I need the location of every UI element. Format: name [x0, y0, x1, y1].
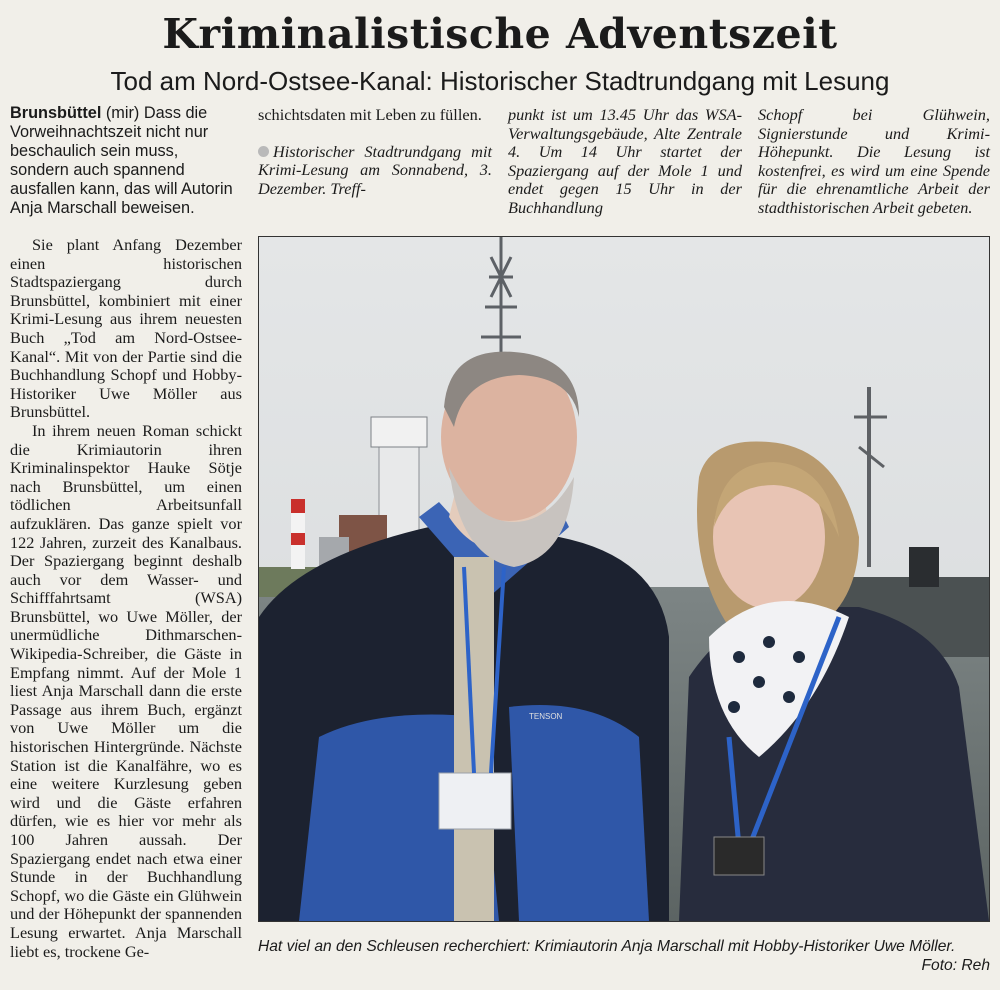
article-column-4: Schopf bei Glühwein, Signierstunde und Krimi-Höhepunkt. Die Lesung ist kostenfrei, es wird um eine Spende für die ehrenamtliche Arbeit der stadthistorischen Arbeit gebeten.	[758, 105, 990, 217]
paragraph-2: In ihrem neuen Roman schickt die Krimiautorin ihren Kriminalinspektor Hauke Sötje nach Brunsbüttel, um einen tödlichen Arbeitsunfall aufzuklären. Das ganze spielt vor 122 Jahren, zurzeit des Kanalbaus. Der Spaziergang beginnt deshalb auch vor dem Wasser- und Schifffahrtsamt (WSA) Brunsbüttel, wo Uwe Möller, der unermüdliche Dithmarschen-Wikipedia-Schreiber, die Gäste in Empfang nimmt. Auf der Mole 1 liest Anja Marschall dann die erste Passage aus ihrem Buch, ergänzt von Uwe Möller um die historischen Hintergründe. Nächste Station ist die Kanalfähre, wo es eine weitere Kurzlesung geben wird und die Gäste erfahren dürfen, wie es hier vor mehr als 100 Jahren aussah. Der Spaziergang endet nach etwa einer Stunde in der Buchhandlung Schopf, wo die Gäste ein Glühwein und der Höhepunkt der spannenden Lesung erwartet. Anja Marschall liebt es, trockene Ge-	[10, 420, 242, 961]
article-column-1	[10, 236, 242, 961]
jacket-logo: TENSON	[529, 712, 563, 721]
article-column-2	[258, 106, 492, 198]
headline: Kriminalistische Adventszeit	[162, 10, 838, 58]
lead-text: Dass die Vorweihnachtszeit nicht nur beschaulich sein muss, sondern auch spannend ausfallen kann, das will Autorin Anja Marschall beweisen.	[10, 104, 233, 217]
photo-caption: Hat viel an den Schleusen recherchiert: Krimiautorin Anja Marschall mit Hobby-Historiker Uwe Möller.	[258, 938, 956, 955]
event-info	[258, 143, 492, 199]
subheadline: Tod am Nord-Ostsee-Kanal: Historischer Stadtrundgang mit Lesung	[110, 66, 890, 96]
event-info-text: Historischer Stadtrundgang mit Krimi-Lesung am Sonnabend, 3. Dezember. Treff-	[258, 141, 492, 198]
author-tag: (mir)	[101, 104, 144, 122]
dateline: Brunsbüttel	[10, 104, 102, 122]
article-column-3: punkt ist um 13.45 Uhr das WSA-Verwaltungsgebäude, Alte Zentrale 4. Um 14 Uhr startet der Spaziergang auf der Mole 1 und endet gegen 15 Uhr in der Buchhandlung	[508, 105, 742, 217]
photo-illustration	[259, 237, 989, 921]
article-photo	[258, 236, 990, 922]
bullet-icon	[258, 146, 269, 157]
paragraph-1: Sie plant Anfang Dezember einen historischen Stadtspaziergang durch Brunsbüttel, kombiniert mit einer Krimi-Lesung aus ihrem neuesten Buch „Tod am Nord-Ostsee-Kanal“. Mit von der Partie sind die Buchhandlung Schopf und Hobby-Historiker Uwe Möller aus Brunsbüttel.	[10, 235, 242, 422]
lead-paragraph	[10, 104, 234, 218]
photo-credit: Foto: Reh	[921, 957, 990, 974]
paragraph-continuation: schichtsdaten mit Leben zu füllen.	[258, 105, 482, 124]
